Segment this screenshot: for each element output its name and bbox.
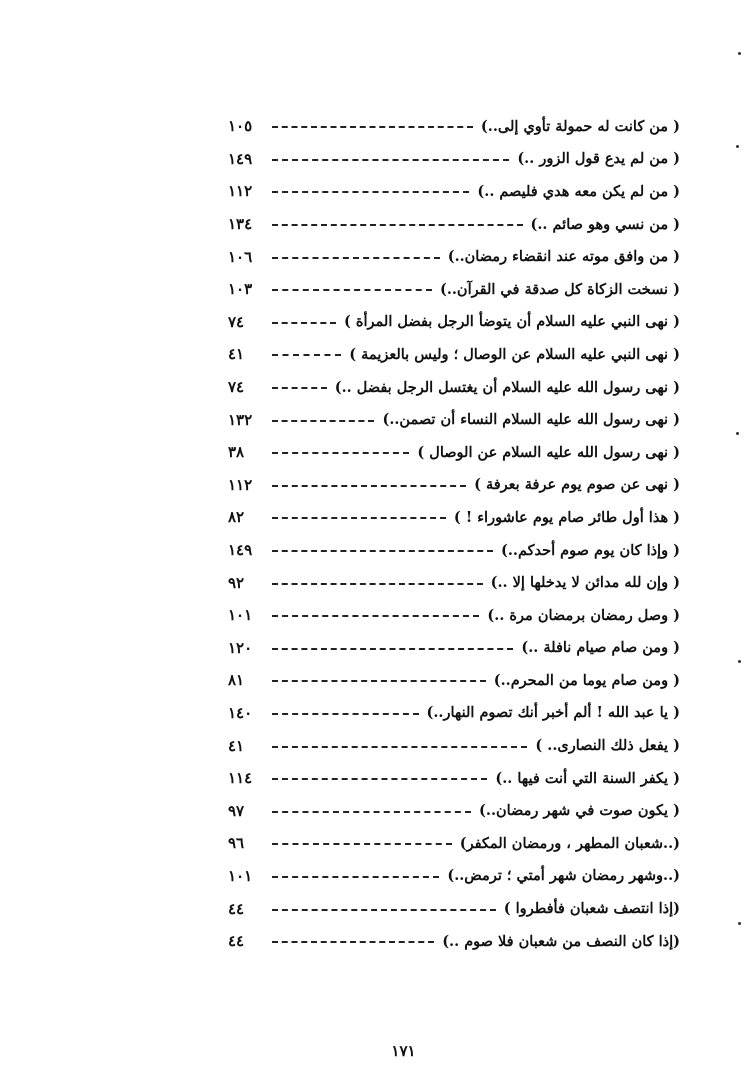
- index-entry: [228, 697, 680, 730]
- entry-text: ( نهى رسول الله عليه السلام النساء أن تصمن..): [382, 411, 680, 429]
- entry-text: ( نهى رسول الله عليه السلام عن الوصال ): [417, 443, 680, 461]
- entry-page-number: ١٣٤: [228, 215, 253, 234]
- entry-page-number: ٤١: [228, 345, 245, 364]
- entry-text: ( وإذا كان يوم صوم أحدكم..): [501, 541, 680, 559]
- entry-text: ( من وافق موته عند انقضاء رمضان..): [447, 248, 680, 266]
- index-entry: [228, 436, 680, 469]
- entry-page-number: ١٣٢: [228, 410, 253, 429]
- dotted-leader: [272, 680, 486, 682]
- scan-speck: [736, 432, 739, 435]
- dotted-leader: [272, 420, 374, 422]
- entry-page-number: ١٠٥: [228, 117, 253, 136]
- index-entry: [228, 110, 680, 143]
- entry-text: (إذا انتصف شعبان فأفطروا ): [503, 900, 680, 918]
- entry-text: ( نسخت الزكاة كل صدقة في القرآن..): [439, 280, 680, 298]
- entry-page-number: ١٠١: [228, 866, 253, 885]
- index-entry: [228, 664, 680, 697]
- index-entry: [228, 306, 680, 339]
- index-entry: [228, 338, 680, 371]
- footer-page-number: ١٧١: [391, 1042, 416, 1060]
- scan-speck: [738, 922, 741, 925]
- hadith-index-list: [228, 110, 680, 957]
- index-entry: [228, 566, 680, 599]
- index-entry: [228, 729, 680, 762]
- scan-speck: [738, 52, 741, 55]
- index-entry: [228, 208, 680, 241]
- entry-text: (..وشهر رمضان شهر أمتي ؛ ترمض..): [447, 867, 680, 885]
- entry-text: ( من لم يدع قول الزور ..): [517, 150, 680, 168]
- entry-text: ( نهى النبي عليه السلام عن الوصال ؛ وليس بالعزيمة ): [349, 345, 680, 363]
- entry-text: ( من لم يكن معه هدي فليصم ..): [477, 182, 680, 200]
- entry-text: ( يكون صوت في شهر رمضان..): [479, 802, 680, 820]
- entry-text: ( يفعل ذلك النصارى.. ): [535, 737, 680, 755]
- dotted-leader: [272, 648, 513, 650]
- entry-page-number: ١٠٦: [228, 247, 253, 266]
- entry-page-number: ١٤٩: [228, 541, 253, 560]
- entry-text: ( وصل رمضان برمضان مرة ..): [487, 606, 680, 624]
- index-entry: [228, 892, 680, 925]
- dotted-leader: [272, 811, 471, 813]
- index-entry: [228, 534, 680, 567]
- dotted-leader: [272, 191, 469, 193]
- dotted-leader: [272, 257, 440, 259]
- index-entry: [228, 240, 680, 273]
- dotted-leader: [272, 387, 327, 389]
- index-entry: [228, 827, 680, 860]
- index-entry: [228, 371, 680, 404]
- entry-page-number: ٤١: [228, 736, 245, 755]
- dotted-leader: [272, 354, 341, 356]
- index-entry: [228, 501, 680, 534]
- entry-text: ( ومن صام صيام نافلة ..): [521, 639, 680, 657]
- entry-page-number: ٨١: [228, 671, 245, 690]
- entry-text: ( يا عبد الله ! ألم أخبر أنك تصوم النهار..): [426, 704, 680, 722]
- entry-text: ( نهى رسول الله عليه السلام أن يغتسل الرجل بفضل ..): [334, 378, 680, 396]
- dotted-leader: [272, 485, 466, 487]
- dotted-leader: [272, 289, 432, 291]
- index-entry: [228, 175, 680, 208]
- dotted-leader: [272, 452, 409, 454]
- entry-text: ( هذا أول طائر صام يوم عاشوراء ! ): [453, 508, 680, 526]
- entry-page-number: ٤٤: [228, 899, 245, 918]
- index-entry: [228, 632, 680, 665]
- entry-page-number: ١٠١: [228, 606, 253, 625]
- entry-text: ( ومن صام يوما من المحرم..): [493, 671, 680, 689]
- dotted-leader: [272, 778, 487, 780]
- entry-text: (إذا كان النصف من شعبان فلا صوم ..): [442, 932, 680, 950]
- entry-page-number: ٧٤: [228, 378, 245, 397]
- entry-page-number: ١٢٠: [228, 638, 253, 657]
- entry-page-number: ٧٤: [228, 312, 245, 331]
- dotted-leader: [272, 909, 496, 911]
- dotted-leader: [272, 159, 509, 161]
- entry-text: ( يكفر السنة التي أنت فيها ..): [495, 769, 680, 787]
- entry-page-number: ١٤٩: [228, 149, 253, 168]
- dotted-leader: [272, 224, 523, 226]
- index-entry: [228, 143, 680, 176]
- entry-text: ( من نسي وهو صائم ..): [530, 215, 680, 233]
- entry-text: ( وإن لله مدائن لا يدخلها إلا ..): [490, 574, 680, 592]
- entry-page-number: ١١٤: [228, 769, 253, 788]
- index-entry: [228, 273, 680, 306]
- dotted-leader: [272, 550, 493, 552]
- dotted-leader: [272, 517, 446, 519]
- scan-speck: [736, 145, 739, 148]
- dotted-leader: [272, 843, 452, 845]
- dotted-leader: [272, 713, 419, 715]
- dotted-leader: [272, 583, 483, 585]
- dotted-leader: [272, 746, 527, 748]
- index-entry: [228, 860, 680, 893]
- index-entry: [228, 794, 680, 827]
- dotted-leader: [272, 615, 479, 617]
- dotted-leader: [272, 322, 336, 324]
- entry-page-number: ٨٢: [228, 508, 245, 527]
- dotted-leader: [272, 126, 473, 128]
- entry-text: (..شعبان المطهر ، ورمضان المكفر): [459, 834, 680, 852]
- scan-speck: [738, 660, 741, 663]
- dotted-leader: [272, 876, 439, 878]
- index-entry: [228, 599, 680, 632]
- entry-text: ( نهى النبي عليه السلام أن يتوضأ الرجل بفضل المرأة ): [344, 313, 680, 331]
- entry-page-number: ٩٦: [228, 834, 245, 853]
- entry-page-number: ١١٢: [228, 475, 253, 494]
- entry-page-number: ١٠٣: [228, 280, 253, 299]
- entry-text: ( نهى عن صوم يوم عرفة بعرفة ): [474, 476, 680, 494]
- index-entry: [228, 925, 680, 958]
- index-entry: [228, 469, 680, 502]
- entry-page-number: ٤٤: [228, 932, 245, 951]
- entry-page-number: ٩٢: [228, 573, 245, 592]
- dotted-leader: [272, 941, 434, 943]
- index-entry: [228, 762, 680, 795]
- index-entry: [228, 403, 680, 436]
- entry-page-number: ١١٢: [228, 182, 253, 201]
- entry-text: ( من كانت له حمولة تأوي إلى..): [480, 117, 680, 135]
- entry-page-number: ٩٧: [228, 801, 245, 820]
- entry-page-number: ١٤٠: [228, 703, 253, 722]
- entry-page-number: ٣٨: [228, 443, 245, 462]
